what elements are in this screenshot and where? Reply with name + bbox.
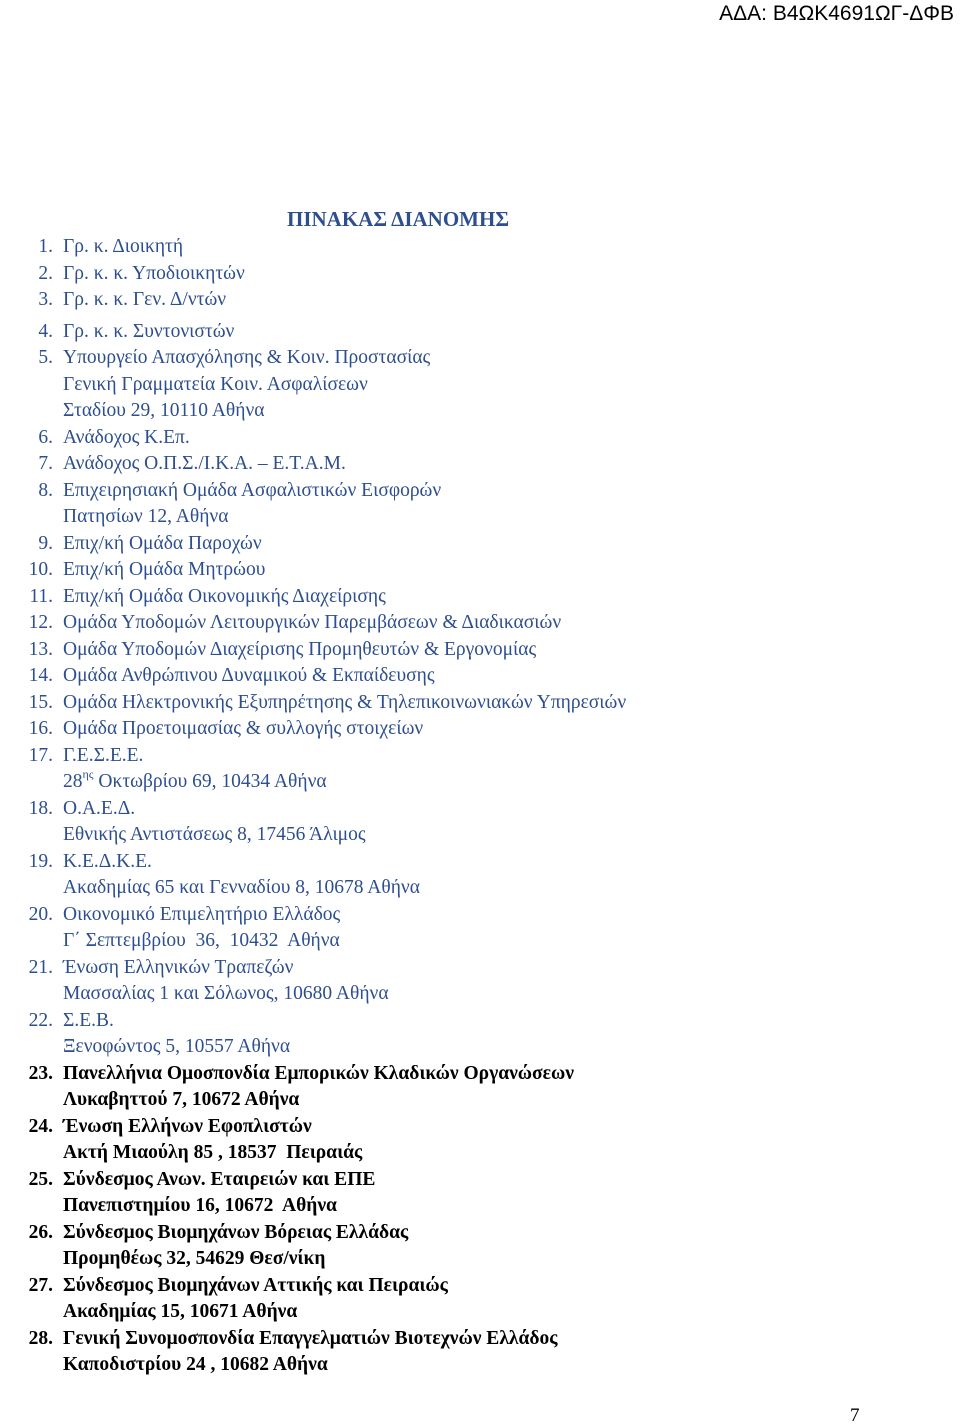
list-item-text: Υπουργείο Απασχόλησης & Κοιν. Προστασίας — [63, 347, 431, 368]
list-item-number: 21. — [28, 956, 53, 978]
list-item — [0, 716, 960, 743]
list-item-number: 16. — [28, 718, 53, 739]
list-item-address: Ξενοφώντος 5, 10557 Αθήνα — [63, 1036, 291, 1057]
list-item-number: 17. — [28, 744, 53, 766]
list-item — [0, 531, 960, 558]
list-item-subline: Γενική Γραμματεία Κοιν. Ασφαλίσεων — [63, 373, 368, 395]
list-item — [0, 451, 960, 478]
list-item — [0, 637, 960, 664]
list-item — [0, 902, 960, 955]
list-item-number: 5. — [38, 347, 53, 368]
list-item-number: 14. — [28, 665, 53, 686]
list-item — [0, 849, 960, 902]
list-item-address: Προμηθέως 32, 54629 Θεσ/νίκη — [63, 1248, 326, 1269]
list-item-text: Κ.Ε.Δ.Κ.Ε. — [63, 850, 152, 872]
list-item-number: 25. — [28, 1168, 53, 1190]
list-item-number: 10. — [28, 559, 53, 580]
list-item — [0, 1008, 960, 1061]
list-item-number: 9. — [38, 532, 53, 554]
list-item — [0, 1220, 960, 1273]
list-item — [0, 663, 960, 690]
ada-code-header: ΑΔΑ: Β4ΩΚ4691ΩΓ-ΔΦΒ — [719, 2, 954, 25]
list-item — [0, 261, 960, 288]
list-item-number: 1. — [38, 236, 53, 257]
list-item-address: Πατησίων 12, Αθήνα — [63, 506, 229, 527]
list-item-number: 27. — [28, 1274, 53, 1296]
list-item-text: Ομάδα Ηλεκτρονικής Εξυπηρέτησης & Τηλεπικοινωνιακών Υπηρεσιών — [63, 691, 627, 713]
address-number: 28 — [63, 771, 83, 792]
list-item — [0, 610, 960, 637]
list-item-number: 15. — [28, 691, 53, 713]
list-item — [0, 287, 960, 314]
list-item — [0, 955, 960, 1008]
list-item — [0, 690, 960, 717]
list-item-number: 23. — [28, 1062, 53, 1084]
list-item — [0, 234, 960, 261]
list-item-text: Πανελλήνια Ομοσπονδία Εμπορικών Κλαδικών Οργανώσεων — [63, 1062, 574, 1084]
list-item-address: Εθνικής Αντιστάσεως 8, 17456 Άλιμος — [63, 824, 366, 845]
document-title: ΠΙΝΑΚΑΣ ΔΙΑΝΟΜΗΣ — [287, 207, 510, 231]
list-item — [0, 478, 960, 531]
list-item — [0, 1273, 960, 1326]
list-item-text: Ομάδα Υποδομών Διαχείρισης Προμηθευτών & Εργονομίας — [63, 638, 537, 660]
list-item-number: 7. — [38, 453, 53, 474]
list-item — [0, 796, 960, 849]
list-item-text: Γρ. κ. κ. Συντονιστών — [63, 320, 235, 342]
list-item — [0, 743, 960, 796]
list-item-number: 13. — [28, 638, 53, 660]
list-item-text: Ένωση Ελλήνων Εφοπλιστών — [63, 1115, 312, 1137]
list-item-text: Γ.Ε.Σ.Ε.Ε. — [63, 744, 144, 766]
list-item-number: 24. — [28, 1115, 53, 1137]
list-item — [0, 1061, 960, 1114]
list-item-number: 20. — [28, 903, 53, 925]
list-item-text: Σύνδεσμος Βιομηχάνων Αττικής και Πειραιώς — [63, 1274, 448, 1296]
list-item — [0, 584, 960, 611]
list-item-text: Σ.Ε.Β. — [63, 1009, 114, 1031]
list-item-text: Σύνδεσμος Βιομηχάνων Βόρειας Ελλάδας — [63, 1221, 409, 1243]
list-item — [0, 319, 960, 346]
list-item-number: 28. — [28, 1327, 53, 1349]
list-item-text: Ομάδα Ανθρώπινου Δυναμικού & Εκπαίδευσης — [63, 665, 435, 686]
distribution-list — [0, 234, 960, 1379]
list-item — [0, 1167, 960, 1220]
list-item-text: Γρ. κ. κ. Υποδιοικητών — [63, 262, 245, 284]
list-item-text: Ανάδοχος Ο.Π.Σ./Ι.Κ.Α. – Ε.Τ.Α.Μ. — [63, 453, 346, 474]
list-item-text: Γενική Συνομοσπονδία Επαγγελματιών Βιοτεχνών Ελλάδος — [63, 1327, 558, 1349]
list-item-address: Μασσαλίας 1 και Σόλωνος, 10680 Αθήνα — [63, 983, 389, 1004]
ordinal-superscript: ης — [82, 766, 94, 781]
list-item-address: Λυκαβηττού 7, 10672 Αθήνα — [63, 1089, 300, 1110]
list-item-number: 8. — [38, 479, 53, 501]
list-item — [0, 1326, 960, 1379]
list-item-text: Επιχ/κή Ομάδα Παροχών — [63, 532, 262, 554]
list-item — [0, 425, 960, 452]
address-rest: Οκτωβρίου 69, 10434 Αθήνα — [93, 771, 327, 792]
list-item-number: 18. — [28, 797, 53, 819]
list-item-number: 19. — [28, 850, 53, 872]
list-item-text: Ομάδα Υποδομών Λειτουργικών Παρεμβάσεων & Διαδικασιών — [63, 612, 562, 633]
list-item-number: 3. — [38, 289, 53, 310]
list-item-address: Ακτή Μιαούλη 85 , 18537 Πειραιάς — [63, 1142, 363, 1163]
list-item-address: Πανεπιστημίου 16, 10672 Αθήνα — [63, 1195, 337, 1216]
list-item-address: Ακαδημίας 15, 10671 Αθήνα — [63, 1301, 298, 1322]
list-item-text: Ο.Α.Ε.Δ. — [63, 797, 136, 819]
list-item — [0, 1114, 960, 1167]
list-item-number: 2. — [38, 262, 53, 284]
list-item-address — [0, 766, 960, 796]
list-item-number: 22. — [28, 1009, 53, 1031]
list-item-number: 4. — [38, 320, 53, 342]
page-number: 7 — [850, 1405, 860, 1426]
list-item-number: 26. — [28, 1221, 53, 1243]
list-item-text: Επιχ/κή Ομάδα Οικονομικής Διαχείρισης — [63, 585, 386, 607]
list-item-text: Σύνδεσμος Ανων. Εταιρειών και ΕΠΕ — [63, 1168, 376, 1190]
list-item-address: Καποδιστρίου 24 , 10682 Αθήνα — [63, 1354, 328, 1375]
list-item-text: Ένωση Ελληνικών Τραπεζών — [63, 956, 294, 978]
list-item-address: Ακαδημίας 65 και Γενναδίου 8, 10678 Αθήνα — [63, 877, 420, 898]
list-item-number: 11. — [29, 585, 53, 607]
list-item-text: Γρ. κ. Διοικητή — [63, 236, 184, 257]
list-item-text: Επιχ/κή Ομάδα Μητρώου — [63, 559, 266, 580]
list-item-number: 6. — [38, 426, 53, 448]
list-item-text: Ομάδα Προετοιμασίας & συλλογής στοιχείων — [63, 718, 424, 739]
list-item-address: Γ΄ Σεπτεμβρίου 36, 10432 Αθήνα — [63, 930, 340, 951]
list-item — [0, 557, 960, 584]
list-item — [0, 345, 960, 425]
list-item-text: Ανάδοχος Κ.Επ. — [63, 426, 190, 448]
list-item-text: Γρ. κ. κ. Γεν. Δ/ντών — [63, 289, 227, 310]
list-item-number: 12. — [28, 612, 53, 633]
list-item-text: Επιχειρησιακή Ομάδα Ασφαλιστικών Εισφορών — [63, 479, 442, 501]
list-item-address: Σταδίου 29, 10110 Αθήνα — [63, 400, 265, 421]
list-item-text: Οικονομικό Επιμελητήριο Ελλάδος — [63, 903, 341, 925]
